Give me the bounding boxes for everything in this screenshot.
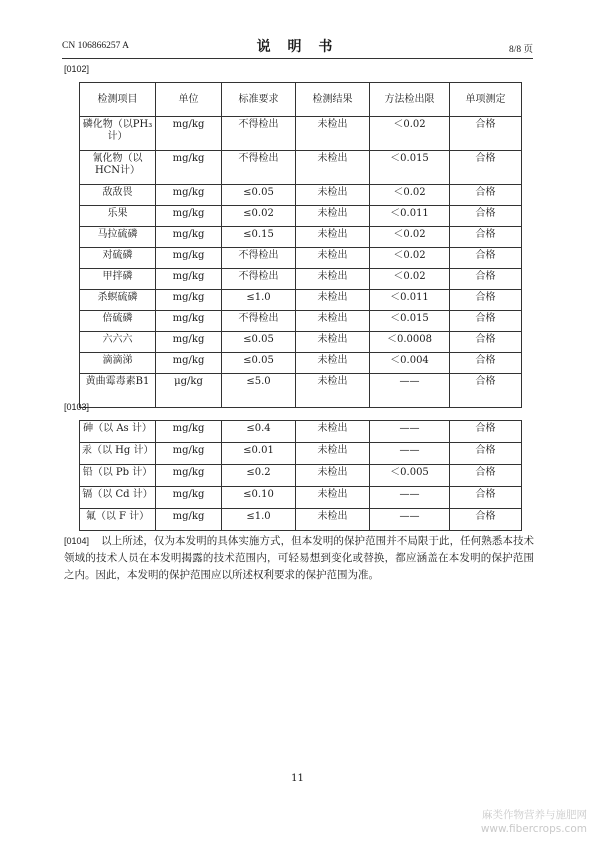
- table-cell: 滴滴涕: [80, 353, 156, 374]
- table-row: [80, 151, 522, 185]
- table-cell: mg/kg: [156, 421, 222, 443]
- table-cell: ≤1.0: [222, 290, 296, 311]
- table-cell: 合格: [450, 487, 522, 509]
- table-cell: 不得检出: [222, 311, 296, 332]
- table-cell: ＜0.02: [370, 117, 450, 151]
- table-cell: ≤5.0: [222, 374, 296, 408]
- paragraph-number-0104: [0104]: [64, 536, 90, 546]
- table-cell: 六六六: [80, 332, 156, 353]
- table-row: [80, 311, 522, 332]
- table-row: [80, 117, 522, 151]
- table-row: [80, 206, 522, 227]
- table-row: [80, 421, 522, 443]
- table-row: [80, 227, 522, 248]
- table-cell: 不得检出: [222, 151, 296, 185]
- table-cell: ≤0.05: [222, 185, 296, 206]
- table-cell: ≤0.02: [222, 206, 296, 227]
- table-cell: ＜0.02: [370, 185, 450, 206]
- table-cell: 未检出: [296, 421, 370, 443]
- table-cell: 未检出: [296, 353, 370, 374]
- table-cell: 敌敌畏: [80, 185, 156, 206]
- paragraph-number-0103: [0103]: [64, 402, 90, 412]
- watermark: [481, 808, 587, 836]
- table-cell: ＜0.015: [370, 311, 450, 332]
- table-cell: 黄曲霉毒素B1: [80, 374, 156, 408]
- page-number: 11: [291, 773, 304, 784]
- table-cell: mg/kg: [156, 509, 222, 531]
- table-cell: 未检出: [296, 311, 370, 332]
- table-cell: 不得检出: [222, 269, 296, 290]
- table-cell: mg/kg: [156, 185, 222, 206]
- table-cell: 未检出: [296, 465, 370, 487]
- table-cell: ＜0.004: [370, 353, 450, 374]
- table-cell: ——: [370, 509, 450, 531]
- table-cell: 未检出: [296, 227, 370, 248]
- table-cell: ＜0.005: [370, 465, 450, 487]
- paragraph-text: 以上所述，仅为本发明的具体实施方式，但本发明的保护范围并不局限于此，任何熟悉本技术领域的技术人员在本发明揭露的技术范围内，可轻易想到变化或替换，都应涵盖在本发明的保护范围之内。因此，本发明的保护范围应以所述权利要求的保护范围为准。: [64, 535, 534, 581]
- table-cell: 合格: [450, 465, 522, 487]
- paragraph-0104: [64, 533, 534, 584]
- table-cell: 合格: [450, 509, 522, 531]
- table-cell: ≤0.05: [222, 353, 296, 374]
- table-cell: mg/kg: [156, 227, 222, 248]
- page-header: [62, 36, 533, 58]
- table-cell: mg/kg: [156, 248, 222, 269]
- table-cell: 乐果: [80, 206, 156, 227]
- table-cell: 未检出: [296, 248, 370, 269]
- table-cell: mg/kg: [156, 151, 222, 185]
- table-cell: 未检出: [296, 290, 370, 311]
- table-cell: 对硫磷: [80, 248, 156, 269]
- table-cell: 倍硫磷: [80, 311, 156, 332]
- table-cell: ≤0.01: [222, 443, 296, 465]
- table-cell: 合格: [450, 248, 522, 269]
- table-row: [80, 443, 522, 465]
- table-cell: mg/kg: [156, 332, 222, 353]
- page-indicator: 8/8 页: [508, 45, 533, 55]
- table-row: [80, 248, 522, 269]
- table-row: [80, 465, 522, 487]
- table-row: [80, 332, 522, 353]
- table-cell: 未检出: [296, 374, 370, 408]
- table-cell: 合格: [450, 151, 522, 185]
- column-header: 单项测定: [450, 83, 522, 117]
- table-cell: 合格: [450, 374, 522, 408]
- table-cell: 未检出: [296, 332, 370, 353]
- table-cell: ＜0.011: [370, 290, 450, 311]
- table-cell: mg/kg: [156, 487, 222, 509]
- table-cell: mg/kg: [156, 353, 222, 374]
- table-cell: 未检出: [296, 117, 370, 151]
- table-cell: ＜0.011: [370, 206, 450, 227]
- table-cell: 合格: [450, 290, 522, 311]
- table-cell: ——: [370, 487, 450, 509]
- table-cell: ——: [370, 421, 450, 443]
- table-cell: ＜0.02: [370, 248, 450, 269]
- table-cell: 未检出: [296, 151, 370, 185]
- table-cell: 马拉硫磷: [80, 227, 156, 248]
- table-cell: 合格: [450, 353, 522, 374]
- table-cell: 镉（以 Cd 计）: [80, 487, 156, 509]
- table-cell: ≤0.2: [222, 465, 296, 487]
- paragraph-number-0102: [0102]: [64, 64, 90, 74]
- table-cell: ＜0.0008: [370, 332, 450, 353]
- table-cell: ≤0.15: [222, 227, 296, 248]
- table-cell: 未检出: [296, 185, 370, 206]
- table-cell: ＜0.02: [370, 269, 450, 290]
- table-cell: ≤0.10: [222, 487, 296, 509]
- heavy-metal-results-table: [79, 420, 522, 531]
- table-cell: μg/kg: [156, 374, 222, 408]
- patent-number: CN 106866257 A: [62, 41, 130, 51]
- table-cell: mg/kg: [156, 269, 222, 290]
- column-header: 方法检出限: [370, 83, 450, 117]
- table-cell: mg/kg: [156, 117, 222, 151]
- table-cell: 氟（以 F 计）: [80, 509, 156, 531]
- table-row: [80, 290, 522, 311]
- table-cell: mg/kg: [156, 465, 222, 487]
- table-cell: 汞（以 Hg 计）: [80, 443, 156, 465]
- table-cell: 未检出: [296, 443, 370, 465]
- header-divider: [62, 58, 533, 59]
- table-cell: mg/kg: [156, 206, 222, 227]
- table-cell: 合格: [450, 269, 522, 290]
- test-results-table: [79, 82, 522, 408]
- column-header: 标准要求: [222, 83, 296, 117]
- table-cell: 杀螟硫磷: [80, 290, 156, 311]
- table-cell: 合格: [450, 332, 522, 353]
- column-header: 检测结果: [296, 83, 370, 117]
- column-header: 单位: [156, 83, 222, 117]
- table-cell: ≤0.05: [222, 332, 296, 353]
- table-row: [80, 374, 522, 408]
- table-cell: 不得检出: [222, 117, 296, 151]
- table-cell: 合格: [450, 206, 522, 227]
- table-cell: 未检出: [296, 487, 370, 509]
- document-title: 说 明 书: [256, 39, 339, 55]
- table-header-row: [80, 83, 522, 117]
- table-cell: 砷（以 As 计）: [80, 421, 156, 443]
- table-cell: mg/kg: [156, 290, 222, 311]
- table-cell: 合格: [450, 117, 522, 151]
- table-cell: 未检出: [296, 509, 370, 531]
- table-cell: 不得检出: [222, 248, 296, 269]
- table-cell: 未检出: [296, 269, 370, 290]
- table-cell: ＜0.02: [370, 227, 450, 248]
- table-cell: 铅（以 Pb 计）: [80, 465, 156, 487]
- table-row: [80, 353, 522, 374]
- table-row: [80, 509, 522, 531]
- table-cell: 合格: [450, 443, 522, 465]
- watermark-site-name: 麻类作物营养与施肥网: [482, 809, 587, 821]
- table-cell: 合格: [450, 185, 522, 206]
- table-cell: 合格: [450, 311, 522, 332]
- table-cell: mg/kg: [156, 443, 222, 465]
- table-cell: 合格: [450, 227, 522, 248]
- table-cell: 磷化物（以PH₃计）: [80, 117, 156, 151]
- table-row: [80, 185, 522, 206]
- table-cell: ＜0.015: [370, 151, 450, 185]
- table-cell: ——: [370, 374, 450, 408]
- table-cell: 合格: [450, 421, 522, 443]
- column-header: 检测项目: [80, 83, 156, 117]
- watermark-url: www.fibercrops.com: [480, 823, 587, 835]
- table-cell: ——: [370, 443, 450, 465]
- table-row: [80, 487, 522, 509]
- table-cell: ≤1.0: [222, 509, 296, 531]
- table-cell: 未检出: [296, 206, 370, 227]
- table-row: [80, 269, 522, 290]
- table-cell: ≤0.4: [222, 421, 296, 443]
- table-cell: 氰化物（以HCN计）: [80, 151, 156, 185]
- table-cell: 甲拌磷: [80, 269, 156, 290]
- table-cell: mg/kg: [156, 311, 222, 332]
